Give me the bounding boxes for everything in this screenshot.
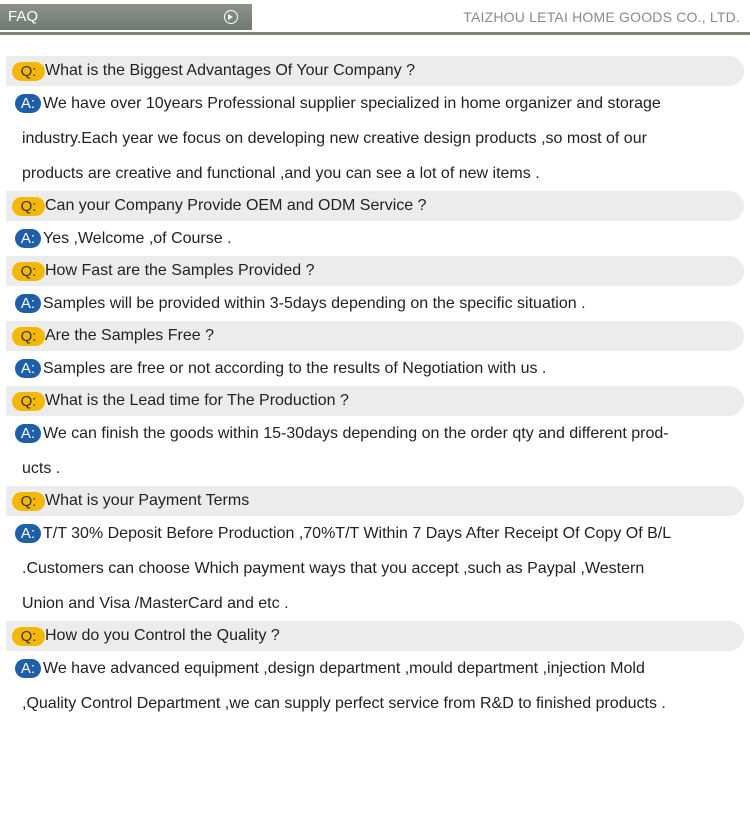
faq-answer	[0, 86, 750, 191]
answer-line: ucts .	[22, 460, 61, 477]
faq-answer	[0, 416, 750, 486]
header-divider	[0, 32, 750, 35]
question-badge: Q:	[12, 197, 45, 216]
answer-badge: A:	[15, 94, 41, 113]
answer-line: ,Quality Control Department ,we can supply perfect service from R&D to finished products .	[22, 695, 666, 712]
faq-question	[6, 56, 744, 86]
answer-badge: A:	[15, 359, 41, 378]
question-text: What is your Payment Terms	[45, 492, 250, 509]
faq-answer	[0, 651, 750, 721]
answer-line: We have advanced equipment ,design department ,mould department ,injection Mold	[43, 660, 645, 677]
question-badge: Q:	[12, 392, 45, 411]
answer-badge: A:	[15, 524, 41, 543]
answer-line: T/T 30% Deposit Before Production ,70%T/T Within 7 Days After Receipt Of Copy Of B/L	[43, 525, 672, 542]
header	[0, 0, 750, 38]
question-badge: Q:	[12, 62, 45, 81]
answer-line: products are creative and functional ,and you can see a lot of new items .	[22, 165, 540, 182]
faq-question	[6, 321, 744, 351]
answer-badge: A:	[15, 294, 41, 313]
faq-answer	[0, 516, 750, 621]
company-name: TAIZHOU LETAI HOME GOODS CO., LTD.	[463, 9, 740, 25]
faq-question	[6, 486, 744, 516]
faq-question	[6, 256, 744, 286]
faq-list	[0, 56, 750, 721]
faq-question	[6, 191, 744, 221]
answer-line: Samples are free or not according to the results of Negotiation with us .	[43, 360, 547, 377]
question-text: Are the Samples Free ?	[45, 327, 214, 344]
question-badge: Q:	[12, 327, 45, 346]
question-text: Can your Company Provide OEM and ODM Service ?	[45, 197, 427, 214]
answer-line: Union and Visa /MasterCard and etc .	[22, 595, 289, 612]
answer-badge: A:	[15, 424, 41, 443]
question-text: What is the Lead time for The Production ?	[45, 392, 349, 409]
answer-badge: A:	[15, 229, 41, 248]
question-text: What is the Biggest Advantages Of Your Company ?	[45, 62, 415, 79]
answer-line: Samples will be provided within 3-5days depending on the specific situation .	[43, 295, 586, 312]
page-title: FAQ	[8, 8, 39, 25]
faq-question	[6, 621, 744, 651]
question-text: How do you Control the Quality ?	[45, 627, 280, 644]
faq-answer	[0, 286, 750, 321]
faq-answer	[0, 221, 750, 256]
answer-line: .Customers can choose Which payment ways that you accept ,such as Paypal ,Western	[22, 560, 645, 577]
answer-line: Yes ,Welcome ,of Course .	[43, 230, 232, 247]
faq-tab[interactable]	[0, 4, 252, 30]
answer-line: We have over 10years Professional supplier specialized in home organizer and storage	[43, 95, 661, 112]
question-text: How Fast are the Samples Provided ?	[45, 262, 315, 279]
answer-line: We can finish the goods within 15-30days depending on the order qty and different prod-	[43, 425, 669, 442]
answer-badge: A:	[15, 659, 41, 678]
question-badge: Q:	[12, 492, 45, 511]
question-badge: Q:	[12, 627, 45, 646]
answer-line: industry.Each year we focus on developing new creative design products ,so most of our	[22, 130, 647, 147]
faq-answer	[0, 351, 750, 386]
arrow-right-icon[interactable]	[224, 10, 238, 24]
faq-question	[6, 386, 744, 416]
question-badge: Q:	[12, 262, 45, 281]
